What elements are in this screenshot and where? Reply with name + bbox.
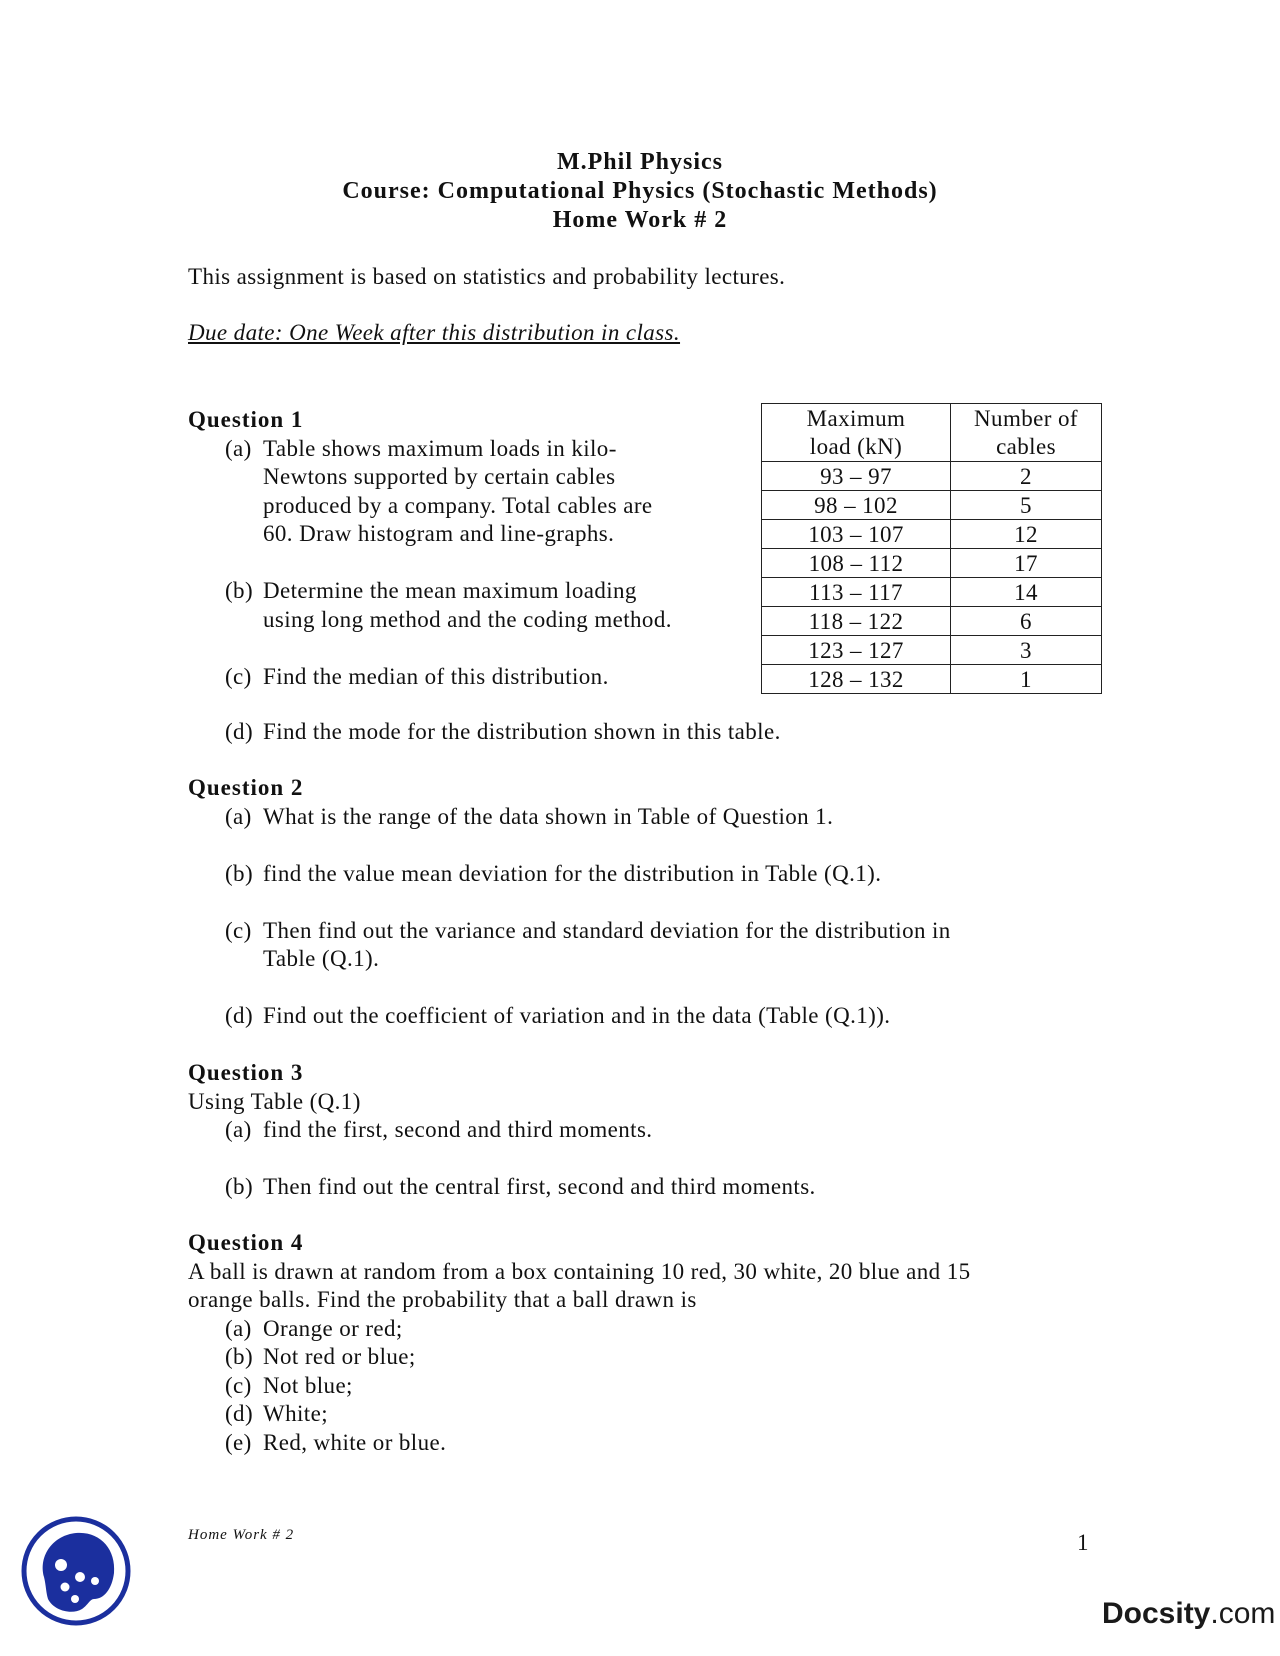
docsity-brand[interactable] xyxy=(1102,1597,1275,1631)
due-date: Due date: One Week after this distribution in class. xyxy=(188,320,681,345)
load-range-cell: 128 – 132 xyxy=(762,665,951,694)
question-1-title: Question 1 xyxy=(188,407,304,432)
part-text-line: using long method and the coding method. xyxy=(263,606,672,632)
table-row xyxy=(762,462,1102,491)
table-header-row xyxy=(762,404,1102,462)
question-4-title: Question 4 xyxy=(188,1230,304,1255)
part-text: Find out the coefficient of variation and in the data (Table (Q.1)). xyxy=(263,1003,891,1028)
docsity-logo-icon[interactable] xyxy=(20,1515,132,1627)
question-2-part-a xyxy=(188,803,1088,832)
part-label: (d) xyxy=(225,1003,254,1028)
brand-suffix: .com xyxy=(1210,1597,1276,1630)
part-label: (c) xyxy=(225,663,252,689)
part-text-line: 60. Draw histogram and line-graphs. xyxy=(263,521,615,546)
question-3 xyxy=(188,1059,1088,1202)
question-1-part-d xyxy=(188,718,1088,747)
load-range-cell: 103 – 107 xyxy=(762,520,951,549)
cable-count-cell: 6 xyxy=(951,607,1102,636)
question-4 xyxy=(188,1229,1088,1457)
cable-count-cell: 2 xyxy=(951,462,1102,491)
part-text: What is the range of the data shown in Table of Question 1. xyxy=(263,803,834,829)
part-label: (b) xyxy=(225,1174,254,1199)
homework-title: Home Work # 2 xyxy=(552,207,728,233)
part-label: (d) xyxy=(225,1401,254,1426)
part-label: (b) xyxy=(225,1344,254,1369)
list-item xyxy=(188,1315,1088,1344)
header-max-load: Maximum load (kN) xyxy=(762,404,951,462)
part-text-line: Table shows maximum loads in kilo- xyxy=(263,435,617,461)
cable-count-cell: 17 xyxy=(951,549,1102,578)
part-text: Then find out the central first, second and third moments. xyxy=(263,1174,816,1199)
part-text: Find the mode for the distribution shown in this table. xyxy=(263,719,781,744)
part-text: Not blue; xyxy=(263,1372,353,1398)
cable-count-cell: 5 xyxy=(951,491,1102,520)
load-range-cell: 93 – 97 xyxy=(762,462,951,491)
program-title: M.Phil Physics xyxy=(556,149,723,175)
question-1 xyxy=(188,406,748,691)
question-4-lead-line: orange balls. Find the probability that a ball drawn is xyxy=(188,1287,697,1312)
list-item xyxy=(188,1343,1088,1372)
question-3-lead: Using Table (Q.1) xyxy=(188,1088,361,1114)
question-2-part-d xyxy=(188,1002,1088,1031)
part-text-line: Newtons supported by certain cables xyxy=(263,464,616,489)
part-label: (a) xyxy=(225,1315,252,1341)
document-header xyxy=(0,148,1280,235)
question-3-part-a xyxy=(188,1116,1088,1145)
table-row xyxy=(762,665,1102,694)
table-row xyxy=(762,636,1102,665)
question-2-part-c xyxy=(188,917,1088,974)
part-label: (a) xyxy=(225,803,252,829)
part-label: (e) xyxy=(225,1429,252,1455)
load-range-cell: 118 – 122 xyxy=(762,607,951,636)
brand-name: Docsity xyxy=(1102,1597,1211,1630)
cable-count-cell: 1 xyxy=(951,665,1102,694)
question-1-part-a xyxy=(188,435,748,549)
question-2-title: Question 2 xyxy=(188,775,304,800)
load-range-cell: 108 – 112 xyxy=(762,549,951,578)
page-number: 1 xyxy=(1077,1530,1089,1555)
part-label: (b) xyxy=(225,860,254,886)
intro-text: This assignment is based on statistics and probability lectures. xyxy=(188,264,786,289)
part-text-line: Determine the mean maximum loading xyxy=(263,578,637,603)
question-1-part-b xyxy=(188,577,748,634)
part-label: (a) xyxy=(225,435,252,461)
question-3-part-b xyxy=(188,1173,1088,1202)
question-2-part-b xyxy=(188,860,1088,889)
list-item xyxy=(188,1429,1088,1458)
load-range-cell: 98 – 102 xyxy=(762,491,951,520)
cable-count-cell: 14 xyxy=(951,578,1102,607)
part-label: (c) xyxy=(225,1372,252,1398)
part-text-line: Table (Q.1). xyxy=(263,946,380,971)
table-row xyxy=(762,520,1102,549)
cable-count-cell: 3 xyxy=(951,636,1102,665)
part-label: (c) xyxy=(225,917,252,943)
part-text-line: Then find out the variance and standard deviation for the distribution in xyxy=(263,917,951,943)
question-1-part-c xyxy=(188,663,748,692)
part-text: Orange or red; xyxy=(263,1315,403,1341)
part-label: (b) xyxy=(225,578,254,603)
table-row xyxy=(762,491,1102,520)
table-row xyxy=(762,549,1102,578)
load-range-cell: 123 – 127 xyxy=(762,636,951,665)
header-number-of-cables: Number of cables xyxy=(951,404,1102,462)
part-label: (d) xyxy=(225,719,254,744)
footer-title: Home Work # 2 xyxy=(188,1527,295,1543)
table-row xyxy=(762,607,1102,636)
part-text: Red, white or blue. xyxy=(263,1429,447,1455)
question-3-title: Question 3 xyxy=(188,1060,304,1085)
question-4-lead-line: A ball is drawn at random from a box containing 10 red, 30 white, 20 blue and 15 xyxy=(188,1258,971,1284)
list-item xyxy=(188,1400,1088,1429)
part-text: Find the median of this distribution. xyxy=(263,663,609,689)
list-item xyxy=(188,1372,1088,1401)
part-text: White; xyxy=(263,1401,328,1426)
table-row xyxy=(762,578,1102,607)
part-text: find the first, second and third moments. xyxy=(263,1117,653,1142)
part-text: Not red or blue; xyxy=(263,1344,416,1369)
part-text: find the value mean deviation for the distribution in Table (Q.1). xyxy=(263,860,882,886)
course-title: Course: Computational Physics (Stochastic Methods) xyxy=(342,178,938,204)
question-2 xyxy=(188,774,1088,1031)
loads-table xyxy=(761,403,1102,694)
load-range-cell: 113 – 117 xyxy=(762,578,951,607)
part-text-line: produced by a company. Total cables are xyxy=(263,492,653,518)
question-1-part-d-block xyxy=(188,718,1088,747)
part-label: (a) xyxy=(225,1117,252,1142)
cable-count-cell: 12 xyxy=(951,520,1102,549)
